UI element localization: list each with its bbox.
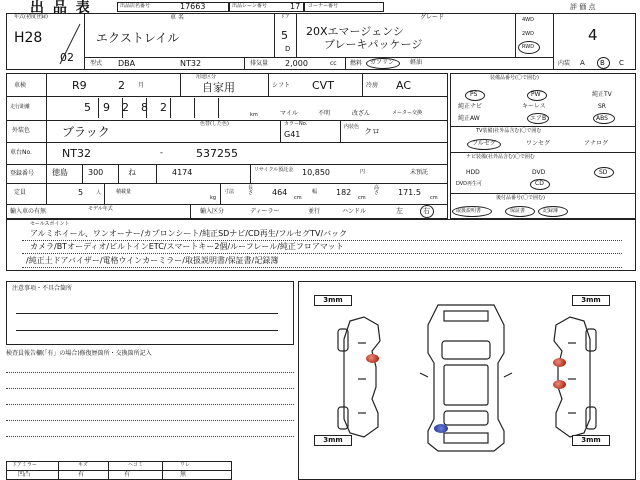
fuel-label: 燃料 xyxy=(350,60,363,67)
notes-label-equip: 後付品番号(〇で囲む) xyxy=(496,195,545,201)
int-color-label: 内装色 xyxy=(344,124,360,130)
recycle-note: 未預託 xyxy=(410,169,429,176)
import-era-label: モデル年式 xyxy=(88,206,113,212)
len-label: 長さ xyxy=(248,185,254,196)
shuppin-title: 出 品 表 xyxy=(30,0,92,16)
chassis-prefix: NT32 xyxy=(62,147,91,160)
navi-hdd: HDD xyxy=(466,169,480,176)
load-label: 積載量 xyxy=(116,189,132,195)
chassis-num: 537255 xyxy=(196,147,238,160)
youto-value: 自家用 xyxy=(202,81,235,94)
load-unit: kg xyxy=(210,195,217,201)
bottom-label-3: ワレ xyxy=(180,462,191,468)
hei-label: 高さ xyxy=(374,185,380,196)
lane-label: 出品レーン番号 xyxy=(232,3,267,9)
bottom-value-3: 無 xyxy=(180,471,187,478)
roof xyxy=(444,365,488,405)
doors-value: 5 xyxy=(281,29,288,42)
capacity-unit: 人 xyxy=(96,190,102,196)
hei-unit: cm xyxy=(430,195,438,201)
drive-rwd: RWD xyxy=(522,44,535,50)
plate-num: 4174 xyxy=(172,168,193,177)
doors-label: ドア xyxy=(280,14,290,20)
mileage-opt-meter: メーター交換 xyxy=(392,110,423,116)
code-value: 17663 xyxy=(180,2,206,11)
disp-label: 排気量 xyxy=(250,60,269,67)
fuel-diesel: 軽油 xyxy=(410,59,423,66)
bottom-value-2: 有 xyxy=(124,471,131,478)
import-kubun-label: 輸入区分 xyxy=(200,208,225,215)
bottom-value-1: 有 xyxy=(78,471,85,478)
bottom-label-0: ドアミラー xyxy=(12,462,37,468)
shaken-month: 2 xyxy=(118,79,125,92)
fuel-gasoline: ガソリン xyxy=(370,59,395,66)
capacity-value: 5 xyxy=(78,188,84,197)
equip-ps: PS xyxy=(470,91,478,98)
damage-marker-left-door xyxy=(366,354,379,363)
tread-front-left: 3mm xyxy=(314,295,352,306)
dim-label: 寸法 xyxy=(224,189,235,195)
handle-left: 左 xyxy=(396,207,403,215)
tv-fullseg: フルセグ xyxy=(472,140,496,147)
sales-line2: カメラ/BTオーディオ/ビルトインETC/スマートキー2個/ルーフレール/純正フロアマット xyxy=(30,242,344,251)
grade-line2: ブレーキパッケージ xyxy=(324,38,423,51)
disp-value: 2,000 xyxy=(285,59,308,68)
plate-class: 300 xyxy=(88,168,104,177)
youto-label: 用途区分 xyxy=(196,74,217,80)
mileage-opt-mile: マイル xyxy=(280,110,298,117)
recycle-unit: 円 xyxy=(360,169,366,175)
era-label: 年式(初度登録) xyxy=(14,14,48,20)
shaken-era: R9 xyxy=(72,79,87,92)
dealer-label: ディーラー xyxy=(250,208,280,215)
acc-manual: 取扱説明書 xyxy=(456,208,482,214)
recycle-label: リサイクル預託金 xyxy=(254,167,294,173)
mileage-value: 59282 xyxy=(84,101,179,114)
navi-label: ナビ装備(社外品含む)〇で囲む xyxy=(466,154,535,160)
era-value: H28 xyxy=(14,30,43,46)
navi-dvd: DVD xyxy=(532,169,546,176)
wid-label: 幅 xyxy=(312,189,318,195)
mileage-opt-unknown: 不明 xyxy=(318,110,331,117)
color-change-label: 色替(した色) xyxy=(200,121,229,127)
sales-line3: /純正土ドアバイザー/電格ウインカーミラー/取扱説明書/保証書/記録簿 xyxy=(26,256,279,265)
color-no-label: カラーNo. xyxy=(284,121,308,127)
car-left-side-outline xyxy=(344,317,380,437)
plate-kana: ね xyxy=(128,168,136,177)
car-diagram xyxy=(298,281,636,480)
sales-line1: アルミホイール、ワンオーナー/カプロンシート/純正SDナビ/CD再生/フルセグTV/バック xyxy=(30,229,348,238)
rear-bumper xyxy=(444,433,488,443)
color-no: G41 xyxy=(284,130,301,139)
tv-analog: アナログ xyxy=(584,140,609,147)
type-value: DBA xyxy=(118,59,136,68)
equip-sr: SR xyxy=(598,103,606,110)
doors-unit: D xyxy=(285,45,291,53)
grade-label: グレード xyxy=(420,14,445,21)
int-b: B xyxy=(600,59,605,67)
rear-window xyxy=(444,411,488,425)
dvd-label: DVD再生可 xyxy=(456,181,483,187)
dvd-cd: CD xyxy=(535,180,544,187)
len-unit: cm xyxy=(294,195,302,201)
windshield xyxy=(442,341,490,359)
tread-front-right: 3mm xyxy=(572,295,610,306)
chassis-dash: - xyxy=(160,148,163,157)
drive-4wd: 4WD xyxy=(522,17,534,23)
wid-value: 182 xyxy=(336,188,352,197)
hei-value: 171.5 xyxy=(398,188,421,197)
recycle-value: 10,850 xyxy=(302,168,330,177)
navi-sd: SD xyxy=(599,169,608,176)
handle-right: 右 xyxy=(423,207,430,215)
wid-unit: cm xyxy=(358,195,366,201)
blue-marker-rear xyxy=(434,424,448,433)
tread-rear-left: 3mm xyxy=(314,435,352,446)
int-label: 内装 xyxy=(558,60,571,67)
mileage-unit: km xyxy=(250,112,258,118)
car-name: エクストレイル xyxy=(96,31,180,45)
eval-score: 4 xyxy=(588,26,598,44)
int-color: クロ xyxy=(364,127,380,136)
plate-label: 登録番号 xyxy=(10,170,35,177)
capacity-label: 定員 xyxy=(14,189,27,196)
handle-label: ハンドル xyxy=(342,208,367,215)
bottom-label-1: キズ xyxy=(78,462,88,468)
month-value: 02 xyxy=(60,51,74,64)
month-slash xyxy=(56,22,82,66)
ac-label: 冷房 xyxy=(366,82,379,89)
aux-label: コーナー番号 xyxy=(308,3,339,9)
color-label: 外装色 xyxy=(12,127,31,134)
shift-label: シフト xyxy=(272,82,291,89)
damage-marker-right-rear xyxy=(553,380,566,389)
equip-abs: ABS xyxy=(596,115,608,122)
model-value: NT32 xyxy=(180,59,202,68)
import-label: 輸入車の有無 xyxy=(10,208,47,215)
lane-value: 17 xyxy=(290,2,301,11)
tread-rear-right: 3mm xyxy=(572,435,610,446)
car-right-side-outline xyxy=(554,317,590,437)
acc-warranty: 保証書 xyxy=(510,208,526,214)
bottom-value-0: 凹凸 xyxy=(18,471,31,478)
bottom-label-2: ヘコミ xyxy=(128,462,144,468)
disp-unit: cc xyxy=(330,60,337,67)
equipment-title: 装備品番号(〇で囲む) xyxy=(490,75,539,81)
mileage-label: 走行距離 xyxy=(10,104,31,110)
drive-2wd: 2WD xyxy=(522,31,534,37)
parallel-label: 並行 xyxy=(308,208,321,215)
tv-oneseg: ワンセグ xyxy=(526,140,551,147)
eval-label: 評 価 点 xyxy=(570,3,596,11)
code-label: 出品店名番号 xyxy=(120,3,151,9)
equip-pw: PW xyxy=(531,91,541,98)
shaken-unit: 月 xyxy=(138,82,145,89)
int-c: C xyxy=(619,59,624,67)
inspector-label: 検査員報告欄(「有」の場合)修復歴箇所・交換箇所記入 xyxy=(6,350,152,357)
equip-aw: 純正AW xyxy=(458,115,480,122)
damage-marker-right-front xyxy=(553,358,566,367)
car-name-label: 車 名 xyxy=(170,14,184,21)
type-label: 型式 xyxy=(90,60,103,67)
shaken-label: 車検 xyxy=(14,82,27,89)
specs-frame xyxy=(6,73,448,219)
equip-tv: 純正TV xyxy=(592,91,612,98)
tv-label: TV装備(社外品含む)〇で囲む xyxy=(476,128,542,134)
equip-airbag: エアB xyxy=(530,115,547,122)
notes-label: 注意事項・不具合箇所 xyxy=(12,285,73,292)
grade-line1: 20Xエマージェンシ xyxy=(306,25,404,38)
color-value: ブラック xyxy=(62,125,110,139)
sales-label: セールスポイント xyxy=(30,221,70,227)
ac-value: AC xyxy=(396,79,412,92)
front-grille xyxy=(444,311,488,321)
int-a: A xyxy=(580,59,585,67)
equip-keyless: キーレス xyxy=(522,103,546,110)
chassis-label: 車台No. xyxy=(10,149,32,156)
equip-navi: 純正ナビ xyxy=(458,103,483,110)
mileage-opt-tampered: 改ざん xyxy=(352,110,371,117)
shift-value: CVT xyxy=(312,79,334,92)
acc-record: 記録簿 xyxy=(543,208,559,214)
plate-area: 徳島 xyxy=(52,168,68,177)
len-value: 464 xyxy=(272,188,288,197)
